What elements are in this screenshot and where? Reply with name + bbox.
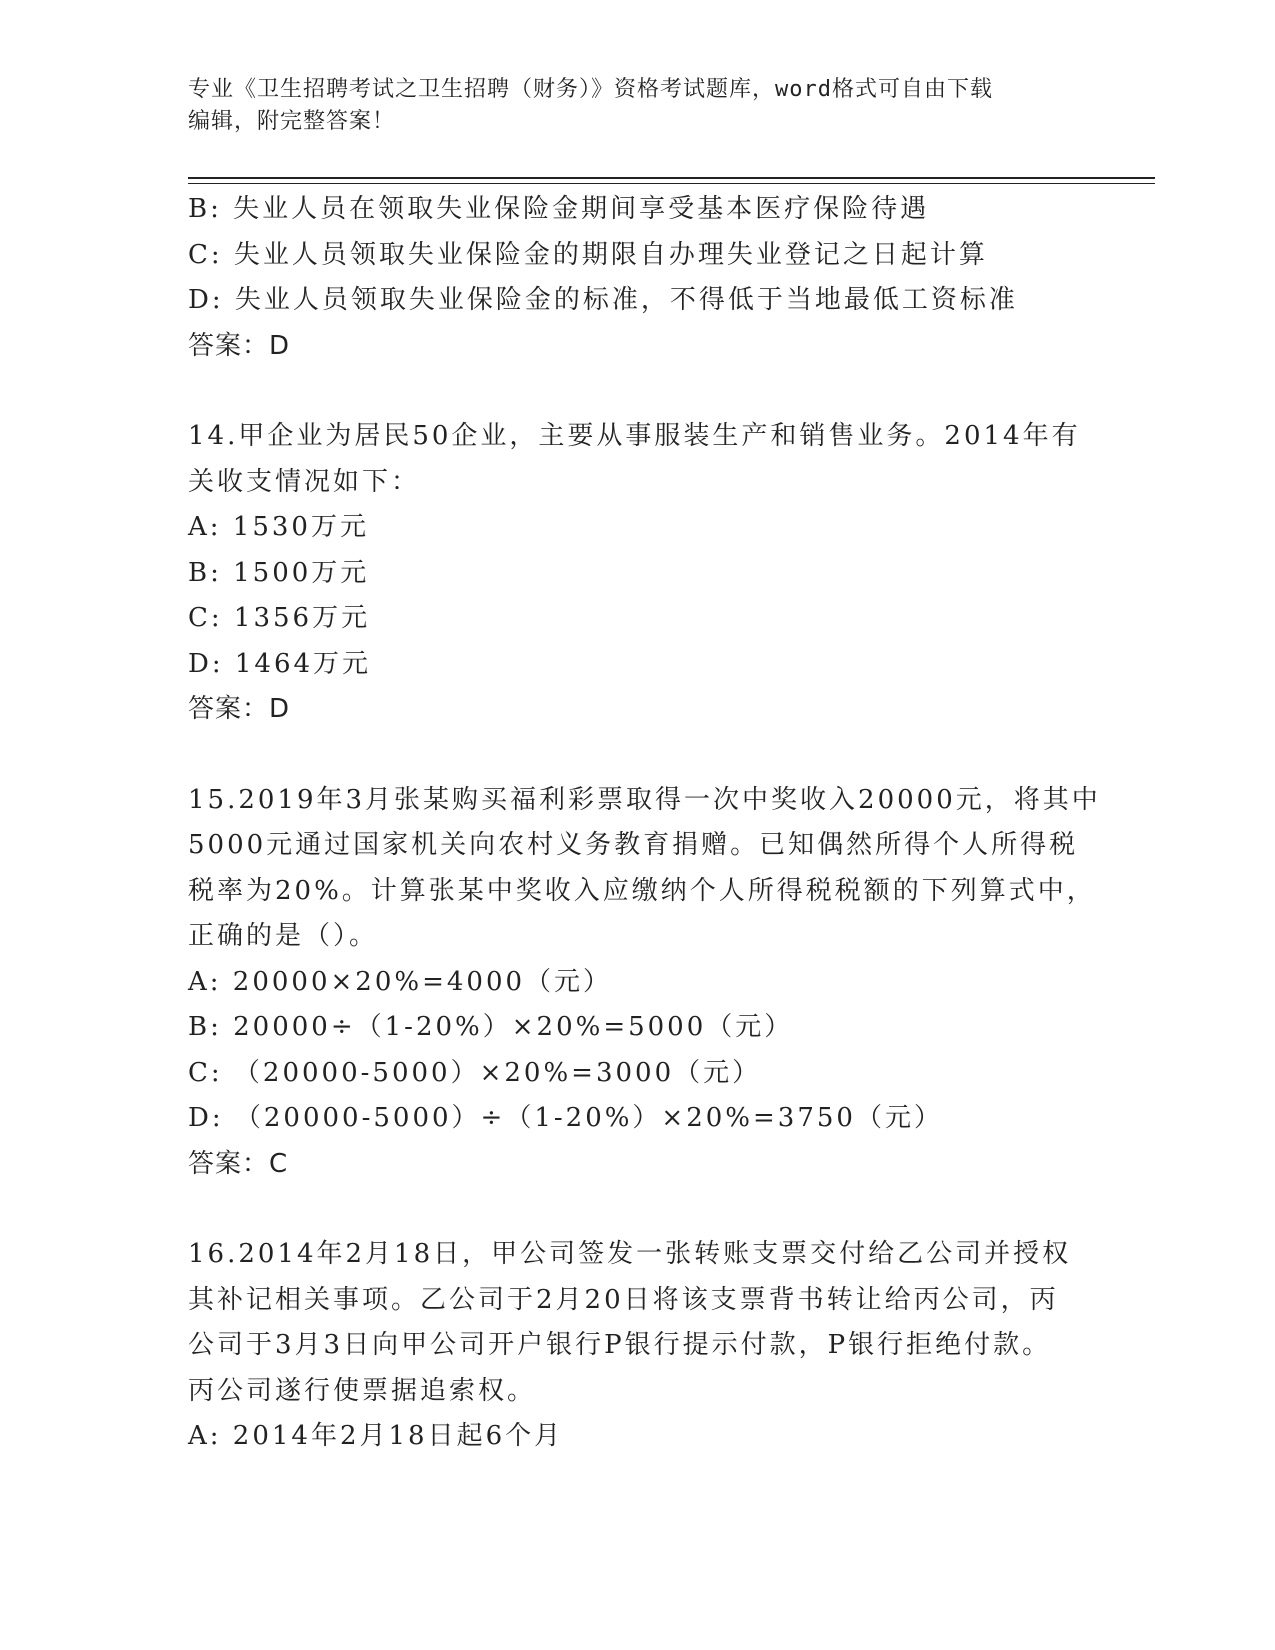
header-line-1: 专业《卫生招聘考试之卫生招聘（财务）》资格考试题库，word格式可自由下载	[188, 77, 993, 102]
option-c: C: （20000-5000）×20%=3000（元）	[188, 1057, 762, 1088]
option-b: B: 20000÷（1-20%）×20%=5000（元）	[188, 1012, 794, 1042]
option-d: D: 失业人员领取失业保险金的标准，不得低于当地最低工资标准	[188, 285, 1018, 315]
question-text-line: 15.2019年3月张某购买福利彩票取得一次中奖收入20000元，将其中	[188, 784, 1101, 815]
document-header	[188, 74, 1088, 138]
question-text-line: 其补记相关事项。乙公司于2月20日将该支票背书转让给丙公司，丙	[188, 1284, 1059, 1315]
option-c: C: 失业人员领取失业保险金的期限自办理失业登记之日起计算	[188, 239, 988, 270]
option-c: C: 1356万元	[188, 603, 371, 633]
question-14	[188, 414, 1088, 733]
spacer	[188, 1187, 1088, 1232]
option-d: D: （20000-5000）÷（1-20%）×20%=3750（元）	[188, 1103, 943, 1133]
spacer	[188, 733, 1088, 778]
question-text-line: 税率为20%。计算张某中奖收入应缴纳个人所得税税额的下列算式中，	[188, 875, 1096, 906]
option-b: B: 1500万元	[188, 557, 370, 588]
answer-line: 答案：C	[188, 1148, 289, 1179]
option-a: A: 1530万元	[188, 512, 369, 542]
answer-line: 答案：D	[188, 330, 291, 361]
question-text-line: 5000元通过国家机关向农村义务教育捐赠。已知偶然所得个人所得税	[188, 830, 1079, 860]
option-a: A: 2014年2月18日起6个月	[188, 1421, 564, 1451]
spacer	[188, 369, 1088, 414]
option-b: B: 失业人员在领取失业保险金期间享受基本医疗保险待遇	[188, 194, 930, 224]
question-text-line: 关收支情况如下：	[188, 466, 421, 497]
question-15	[188, 778, 1101, 1188]
question-text-line: 正确的是（）。	[188, 921, 379, 951]
question-16	[188, 1232, 1088, 1460]
option-d: D: 1464万元	[188, 648, 372, 679]
question-text-line: 丙公司遂行使票据追索权。	[188, 1375, 537, 1406]
document-body	[188, 187, 1101, 1460]
answer-line: 答案：D	[188, 694, 291, 724]
question-text-line: 16.2014年2月18日，甲公司签发一张转账支票交付给乙公司并授权	[188, 1239, 1072, 1269]
header-rule-thin	[188, 183, 1155, 184]
option-a: A: 20000×20%=4000（元）	[188, 966, 613, 997]
question-text-line: 公司于3月3日向甲公司开户银行P银行提示付款，P银行拒绝付款。	[188, 1330, 1052, 1360]
question-13-fragment	[188, 187, 1088, 369]
header-rule-thick	[188, 177, 1155, 179]
header-line-2: 编辑，附完整答案！	[188, 109, 396, 134]
question-text-line: 14.甲企业为居民50企业，主要从事服装生产和销售业务。2014年有	[188, 421, 1081, 451]
